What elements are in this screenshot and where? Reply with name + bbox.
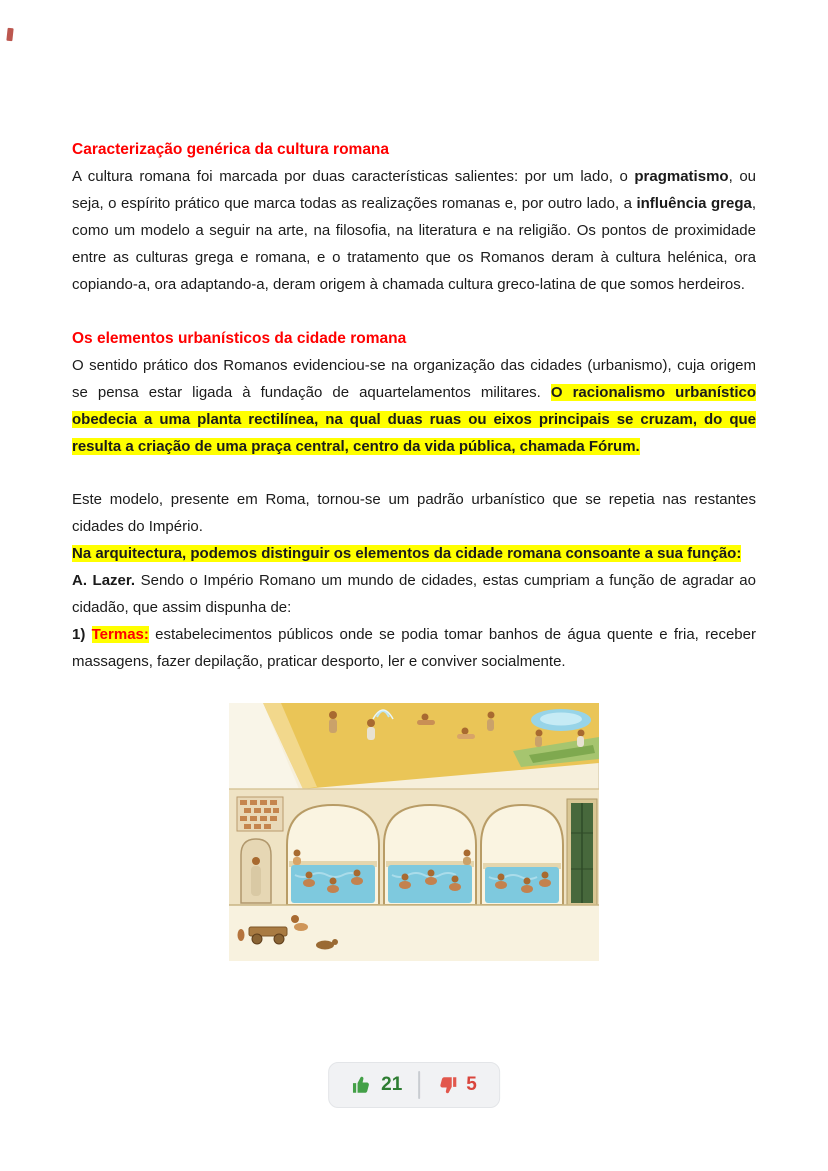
- paragraph-arquitectura: [72, 540, 756, 567]
- text-segment-termas: Termas:: [91, 626, 149, 643]
- figure-container: [72, 703, 756, 970]
- roman-baths-illustration: [229, 703, 599, 961]
- paragraph-termas: [72, 621, 756, 675]
- like-button[interactable]: [351, 1074, 402, 1096]
- dislike-count: 5: [466, 1074, 477, 1095]
- dislike-button[interactable]: [436, 1074, 477, 1096]
- heading-cultura-romana: Caracterização genérica da cultura romana: [72, 141, 390, 158]
- like-count: 21: [381, 1074, 403, 1095]
- text-segment-bold: pragmatismo: [634, 168, 729, 185]
- thumbs-down-icon: [436, 1074, 458, 1096]
- text-segment: A cultura romana foi marcada por duas características salientes: por um lado, o: [72, 168, 635, 185]
- text-segment: , como um modelo a seguir na arte, na filosofia, na literatura e na religião. Os pontos de proximidade entre as culturas grega e romana, e o tratamento que os Romanos deram à cultura helénica, ora copiando-a, ora adaptando-a, deram origem à chamada cultura greco-latina de que somos herdeiros.: [72, 195, 757, 293]
- paragraph-lazer: [72, 567, 756, 621]
- text-segment-highlighted: Na arquitectura, podemos distinguir os elementos da cidade romana consoante a sua função:: [72, 545, 742, 562]
- paragraph-modelo: Este modelo, presente em Roma, tornou-se um padrão urbanístico que se repetia nas restantes cidades do Império.: [72, 491, 756, 535]
- thumbs-up-icon: [351, 1074, 373, 1096]
- text-segment: Sendo o Império Romano um mundo de cidades, estas cumpriam a função de agradar ao cidadão, que assim dispunha de:: [72, 572, 756, 616]
- text-segment-bold: influência grega: [636, 195, 752, 212]
- paragraph-urbanismo: [72, 352, 756, 460]
- text-segment-highlighted: O racionalismo urbanístico obedecia a uma planta rectilínea, na qual duas ruas ou eixos principais se cruzam, do que resulta a criação de uma praça central, centro da vida pública, chamada Fórum.: [72, 384, 757, 455]
- feedback-divider: [418, 1071, 420, 1099]
- text-segment-bold: A. Lazer.: [72, 572, 136, 589]
- text-segment: O sentido prático dos Romanos evidenciou-se na organização das cidades (urbanismo), cuja origem se pensa estar ligada à fundação de aquartelamentos militares.: [72, 357, 756, 401]
- text-segment: , ou seja, o espírito prático que marca todas as realizações romanas e, por outro lado, a: [72, 168, 757, 212]
- text-segment-bold: 1): [72, 626, 92, 643]
- text-segment: estabelecimentos públicos onde se podia tomar banhos de água quente e fria, receber massagens, fazer depilação, praticar desporto, ler e conviver socialmente.: [72, 626, 756, 670]
- feedback-widget: [328, 1062, 500, 1108]
- paragraph-cultura: [72, 163, 756, 298]
- heading-elementos-urbanisticos: Os elementos urbanísticos da cidade romana: [72, 330, 407, 347]
